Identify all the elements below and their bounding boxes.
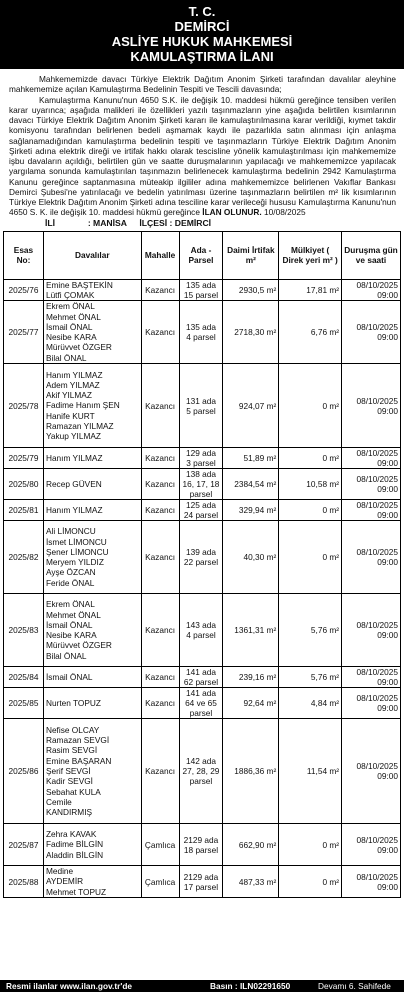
cell-durusma-line: 08/10/2025 bbox=[356, 279, 398, 290]
expropriation-table bbox=[3, 231, 401, 898]
cell-mulkiyet: 6,76 m² bbox=[279, 301, 342, 364]
cell-durusma bbox=[342, 448, 401, 469]
cell-mulkiyet: 0 m² bbox=[279, 866, 342, 898]
cell-mahalle: Kazancı bbox=[141, 469, 179, 500]
cell-davalilar-line: Akif YILMAZ bbox=[45, 390, 92, 401]
cell-esas: 2025/76 bbox=[4, 279, 44, 301]
cell-ada-parsel-line: 138 ada bbox=[185, 469, 216, 480]
cell-ada-parsel bbox=[179, 667, 223, 688]
cell-ada-parsel-line: 18 parsel bbox=[183, 844, 219, 855]
table-row bbox=[4, 667, 401, 688]
cell-ada-parsel bbox=[179, 500, 223, 521]
cell-daimi-irtifak: 239,16 m² bbox=[223, 667, 279, 688]
cell-mulkiyet: 17,81 m² bbox=[279, 279, 342, 301]
table-row bbox=[4, 688, 401, 719]
intro-paragraph: Mahkememizde davacı Türkiye Elektrik Dağıtım Anonim Şirketi tarafından davalılar aleyhine mahkememize açılan Kamulaştırma Bedelinin Tespiti ve Tescili davasında; bbox=[9, 74, 396, 95]
cell-davalilar-line: Ramazan YILMAZ bbox=[45, 421, 114, 432]
cell-esas: 2025/87 bbox=[4, 824, 44, 866]
cell-mulkiyet: 5,76 m² bbox=[279, 667, 342, 688]
cell-davalilar-line: Mehmet ÖNAL bbox=[45, 311, 101, 322]
footer-bar bbox=[0, 980, 404, 992]
notice-text bbox=[0, 69, 404, 218]
header-notice-title: KAMULAŞTIRMA İLANI bbox=[130, 49, 274, 64]
header-mahalle: Mahalle bbox=[141, 231, 179, 279]
cell-davalilar-line: İsmail ÖNAL bbox=[45, 321, 93, 332]
cell-durusma-line: 08/10/2025 bbox=[356, 834, 398, 845]
cell-durusma bbox=[342, 500, 401, 521]
cell-davalilar bbox=[43, 301, 141, 364]
cell-mahalle: Kazancı bbox=[141, 364, 179, 448]
header-esas: Esas No: bbox=[4, 231, 44, 279]
cell-durusma-line: 08/10/2025 bbox=[356, 871, 398, 882]
cell-ada-parsel-line: 129 ada bbox=[185, 448, 216, 459]
cell-ada-parsel-line: parsel bbox=[189, 708, 213, 719]
cell-ada-parsel bbox=[179, 521, 223, 594]
cell-ada-parsel-line: 3 parsel bbox=[186, 458, 216, 469]
cell-davalilar-line: Cemile bbox=[45, 796, 72, 807]
cell-durusma bbox=[342, 301, 401, 364]
cell-mahalle: Kazancı bbox=[141, 719, 179, 824]
cell-mahalle: Kazancı bbox=[141, 521, 179, 594]
notice-date: 10/08/2025 bbox=[264, 207, 306, 218]
cell-mahalle: Kazancı bbox=[141, 279, 179, 301]
cell-durusma bbox=[342, 866, 401, 898]
cell-davalilar-line: Recep GÜVEN bbox=[45, 478, 102, 489]
cell-davalilar bbox=[43, 688, 141, 719]
cell-esas: 2025/82 bbox=[4, 521, 44, 594]
cell-ada-parsel bbox=[179, 448, 223, 469]
cell-esas: 2025/85 bbox=[4, 688, 44, 719]
cell-ada-parsel-line: parsel bbox=[189, 489, 213, 500]
cell-davalilar bbox=[43, 364, 141, 448]
cell-davalilar bbox=[43, 500, 141, 521]
header-tc: T. C. bbox=[188, 4, 216, 19]
cell-ada-parsel bbox=[179, 301, 223, 364]
cell-durusma-line: 09:00 bbox=[377, 484, 398, 495]
table-row bbox=[4, 448, 401, 469]
cell-ada-parsel-line: 24 parsel bbox=[183, 510, 219, 521]
cell-durusma bbox=[342, 667, 401, 688]
cell-durusma-line: 08/10/2025 bbox=[356, 761, 398, 772]
cell-mulkiyet: 0 m² bbox=[279, 521, 342, 594]
il-label: İLİ bbox=[45, 217, 56, 228]
cell-durusma bbox=[342, 719, 401, 824]
cell-esas: 2025/78 bbox=[4, 364, 44, 448]
cell-durusma-line: 09:00 bbox=[377, 703, 398, 714]
cell-davalilar-line: Ayşe ÖZCAN bbox=[45, 567, 96, 578]
cell-durusma-line: 08/10/2025 bbox=[356, 547, 398, 558]
cell-esas: 2025/77 bbox=[4, 301, 44, 364]
cell-davalilar-line: Şener LİMONCU bbox=[45, 546, 109, 557]
cell-mulkiyet: 4,84 m² bbox=[279, 688, 342, 719]
cell-davalilar-line: Feride ÖNAL bbox=[45, 577, 95, 588]
cell-mulkiyet: 0 m² bbox=[279, 824, 342, 866]
cell-davalilar-line: Nesibe KARA bbox=[45, 332, 97, 343]
cell-mahalle: Kazancı bbox=[141, 301, 179, 364]
cell-ada-parsel-line: 143 ada bbox=[185, 620, 216, 631]
cell-durusma-line: 08/10/2025 bbox=[356, 620, 398, 631]
header-city: DEMİRCİ bbox=[174, 19, 230, 34]
header-mulkiyet: Mülkiyet ( Direk yeri m² ) bbox=[279, 231, 342, 279]
cell-davalilar bbox=[43, 521, 141, 594]
cell-durusma-line: 08/10/2025 bbox=[356, 448, 398, 459]
notice-header bbox=[0, 0, 404, 69]
cell-davalilar-line: Nefise OLCAY bbox=[45, 724, 100, 735]
cell-mahalle: Kazancı bbox=[141, 448, 179, 469]
cell-daimi-irtifak: 487,33 m² bbox=[223, 866, 279, 898]
cell-esas: 2025/83 bbox=[4, 594, 44, 667]
cell-davalilar bbox=[43, 719, 141, 824]
cell-mahalle: Çamlıca bbox=[141, 866, 179, 898]
cell-davalilar bbox=[43, 866, 141, 898]
header-davalilar: Davalılar bbox=[43, 231, 141, 279]
cell-durusma-line: 09:00 bbox=[377, 405, 398, 416]
cell-ada-parsel bbox=[179, 279, 223, 301]
cell-esas: 2025/79 bbox=[4, 448, 44, 469]
cell-daimi-irtifak: 40,30 m² bbox=[223, 521, 279, 594]
cell-ada-parsel bbox=[179, 594, 223, 667]
cell-mahalle: Kazancı bbox=[141, 500, 179, 521]
cell-durusma bbox=[342, 469, 401, 500]
cell-durusma-line: 09:00 bbox=[377, 881, 398, 892]
cell-davalilar-line: Bilal ÖNAL bbox=[45, 650, 87, 661]
cell-mahalle: Kazancı bbox=[141, 688, 179, 719]
cell-davalilar-line: Medine bbox=[45, 866, 74, 877]
header-ada-parsel: Ada - Parsel bbox=[179, 231, 223, 279]
cell-ada-parsel bbox=[179, 469, 223, 500]
cell-davalilar-line: Hanım YILMAZ bbox=[45, 504, 103, 515]
cell-daimi-irtifak: 2384,54 m² bbox=[223, 469, 279, 500]
cell-ada-parsel-line: 141 ada bbox=[185, 667, 216, 678]
cell-daimi-irtifak: 1886,36 m² bbox=[223, 719, 279, 824]
footer-press-id: Basın : ILN02291650 bbox=[210, 981, 291, 991]
ilce-value: : DEMİRCİ bbox=[169, 217, 212, 228]
cell-davalilar bbox=[43, 594, 141, 667]
cell-daimi-irtifak: 1361,31 m² bbox=[223, 594, 279, 667]
cell-davalilar-line: Mürüvvet ÖZGER bbox=[45, 342, 112, 353]
location-line bbox=[0, 218, 404, 228]
ilce-label: İLÇESİ bbox=[139, 217, 168, 228]
cell-ada-parsel-line: 64 ve 65 bbox=[185, 698, 217, 709]
cell-durusma-line: 09:00 bbox=[377, 458, 398, 469]
table-body bbox=[4, 279, 401, 897]
cell-davalilar bbox=[43, 279, 141, 301]
cell-durusma-line: 09:00 bbox=[377, 630, 398, 641]
table-row bbox=[4, 824, 401, 866]
cell-mahalle: Kazancı bbox=[141, 594, 179, 667]
cell-esas: 2025/88 bbox=[4, 866, 44, 898]
cell-daimi-irtifak: 662,90 m² bbox=[223, 824, 279, 866]
cell-durusma-line: 09:00 bbox=[377, 510, 398, 521]
table-row bbox=[4, 364, 401, 448]
cell-ada-parsel-line: 27, 28, 29 bbox=[182, 766, 220, 777]
cell-davalilar-line: Lütfi ÇOMAK bbox=[45, 289, 95, 300]
cell-davalilar-line: Emine BAŞARAN bbox=[45, 755, 112, 766]
cell-daimi-irtifak: 924,07 m² bbox=[223, 364, 279, 448]
cell-davalilar-line: İsmet LİMONCU bbox=[45, 536, 107, 547]
cell-mahalle: Çamlıca bbox=[141, 824, 179, 866]
cell-davalilar-line: Emine BAŞTEKİN bbox=[45, 279, 113, 290]
cell-mulkiyet: 11,54 m² bbox=[279, 719, 342, 824]
table-row bbox=[4, 866, 401, 898]
cell-ada-parsel bbox=[179, 688, 223, 719]
cell-davalilar bbox=[43, 824, 141, 866]
cell-davalilar-line: Adem YILMAZ bbox=[45, 379, 100, 390]
cell-davalilar bbox=[43, 667, 141, 688]
cell-ada-parsel bbox=[179, 866, 223, 898]
cell-ada-parsel bbox=[179, 824, 223, 866]
table-row bbox=[4, 500, 401, 521]
cell-durusma-line: 09:00 bbox=[377, 332, 398, 343]
cell-mulkiyet: 0 m² bbox=[279, 364, 342, 448]
cell-davalilar-line: İsmail ÖNAL bbox=[45, 671, 93, 682]
cell-esas: 2025/80 bbox=[4, 469, 44, 500]
cell-durusma bbox=[342, 364, 401, 448]
cell-mulkiyet: 0 m² bbox=[279, 500, 342, 521]
cell-ada-parsel-line: 4 parsel bbox=[186, 630, 216, 641]
table-row bbox=[4, 719, 401, 824]
cell-davalilar-line: Zehra KAVAK bbox=[45, 829, 97, 840]
cell-daimi-irtifak: 51,89 m² bbox=[223, 448, 279, 469]
cell-ada-parsel-line: 141 ada bbox=[185, 688, 216, 699]
table-row bbox=[4, 279, 401, 301]
cell-ada-parsel-line: 22 parsel bbox=[183, 557, 219, 568]
cell-davalilar-line: Mehmet TOPUZ bbox=[45, 886, 107, 897]
cell-mulkiyet: 5,76 m² bbox=[279, 594, 342, 667]
cell-davalilar-line: Mürüvvet ÖZGER bbox=[45, 640, 112, 651]
cell-daimi-irtifak: 2718,30 m² bbox=[223, 301, 279, 364]
table-header-row bbox=[4, 231, 401, 279]
cell-davalilar-line: Ekrem ÖNAL bbox=[45, 599, 95, 610]
cell-davalilar-line: Ramazan SEVGİ bbox=[45, 735, 110, 746]
cell-davalilar-line: Fadime BİLGİN bbox=[45, 839, 104, 850]
cell-davalilar-line: Sebahat KULA bbox=[45, 786, 101, 797]
table-row bbox=[4, 301, 401, 364]
cell-ada-parsel-line: parsel bbox=[189, 776, 213, 787]
header-court: ASLİYE HUKUK MAHKEMESİ bbox=[111, 34, 293, 49]
cell-ada-parsel-line: 5 parsel bbox=[186, 405, 216, 416]
cell-ada-parsel-line: 135 ada bbox=[185, 322, 216, 333]
cell-durusma-line: 08/10/2025 bbox=[356, 693, 398, 704]
cell-davalilar bbox=[43, 469, 141, 500]
cell-esas: 2025/84 bbox=[4, 667, 44, 688]
cell-esas: 2025/81 bbox=[4, 500, 44, 521]
cell-mulkiyet: 10,58 m² bbox=[279, 469, 342, 500]
cell-durusma-line: 09:00 bbox=[377, 557, 398, 568]
cell-davalilar-line: Meryem YILDIZ bbox=[45, 557, 104, 568]
cell-durusma-line: 09:00 bbox=[377, 289, 398, 300]
cell-daimi-irtifak: 92,64 m² bbox=[223, 688, 279, 719]
cell-durusma-line: 09:00 bbox=[377, 771, 398, 782]
il-value: : MANİSA bbox=[87, 217, 127, 228]
cell-davalilar-line: Şerif SEVGİ bbox=[45, 765, 91, 776]
table-row bbox=[4, 469, 401, 500]
cell-davalilar-line: KANDIRMIŞ bbox=[45, 807, 93, 818]
cell-davalilar-line: İsmail ÖNAL bbox=[45, 619, 93, 630]
table-row bbox=[4, 594, 401, 667]
cell-davalilar-line: Hanım YILMAZ bbox=[45, 369, 103, 380]
cell-davalilar-line: Rasim SEVGİ bbox=[45, 745, 98, 756]
header-daimi-irtifak: Daimi İrtifak m² bbox=[223, 231, 279, 279]
cell-durusma-line: 09:00 bbox=[377, 844, 398, 855]
cell-ada-parsel-line: 15 parsel bbox=[183, 289, 219, 300]
cell-ada-parsel-line: 139 ada bbox=[185, 547, 216, 558]
cell-davalilar-line: Nurten TOPUZ bbox=[45, 697, 101, 708]
cell-durusma-line: 08/10/2025 bbox=[356, 395, 398, 406]
cell-davalilar-line: Fadime Hanım ŞEN bbox=[45, 400, 120, 411]
cell-durusma bbox=[342, 594, 401, 667]
cell-ada-parsel-line: 4 parsel bbox=[186, 332, 216, 343]
cell-ada-parsel-line: 16, 17, 18 bbox=[182, 479, 220, 490]
body-text: Kamulaştırma Kanunu'nun 4650 S.K. ile değişik 10. maddesi hükmü gereğince tensiben verilen karar uyarınca; aşağıda malikleri ile özellikleri yazılı taşınmazların yine aşağıda belirtilen kısımlarının davacı Türkiye Elektrik Dağıtım Anonim Şirketi kararı ile kamulaştırılmasına karar verildiği, kıymet takdir komisyonu tarafından belirlenen bedeli aşmamak kaydı ile pazarlıkla satın alınması için anlaşma sağlanamadığından kamulaştırma bedelinin tespiti ve taşınmazların Türkiye Elektrik Dağıtım Anonim Şirketi adına elektrik direği ve irtifak hakkı olarak tescisline yönelik kamulaştırılması için mahkememize işbu davaların açıldığı, belirtilen gün ve saatte duruşmalarının yapılacağı ve mahkememizce yapılacak yargılama sonunda kamulaştırılan taşınmazın belirlenecek kamulaştırma bedelinin 2942 Kamulaştırma Kanunu gereğince saptanmasına müteakip ilgililer adına mahkememizce belirlenen Vakıflar Bankası Demirci Şubesi'ne yatırılacağı ve bedelin yatırılması üzerine taşınmazların belirtilen m² lik kısımlarının Türkiye Elektrik Dağıtım Anonim Şirketi adına tesciline karar verileceği hususu Kamulaştırma Kanunu'nun 4650 S. K. ile değişik 10. maddesi hükmü gereğince bbox=[9, 94, 396, 218]
ilan-olunur: İLAN OLUNUR. bbox=[202, 207, 262, 218]
cell-ada-parsel bbox=[179, 719, 223, 824]
cell-mahalle: Kazancı bbox=[141, 667, 179, 688]
cell-davalilar-line: Ali LİMONCU bbox=[45, 526, 96, 537]
cell-davalilar-line: Ekrem ÖNAL bbox=[45, 301, 95, 312]
cell-daimi-irtifak: 329,94 m² bbox=[223, 500, 279, 521]
cell-durusma-line: 09:00 bbox=[377, 677, 398, 688]
cell-davalilar-line: Nesibe KARA bbox=[45, 630, 97, 641]
cell-ada-parsel-line: 2129 ada bbox=[183, 834, 219, 845]
footer-website: Resmi ilanlar www.ilan.gov.tr'de bbox=[6, 981, 132, 991]
cell-durusma-line: 08/10/2025 bbox=[356, 500, 398, 511]
cell-ada-parsel-line: 131 ada bbox=[185, 395, 216, 406]
cell-durusma-line: 08/10/2025 bbox=[356, 322, 398, 333]
cell-durusma-line: 08/10/2025 bbox=[356, 474, 398, 485]
cell-ada-parsel-line: 17 parsel bbox=[183, 881, 219, 892]
cell-davalilar-line: Hanife KURT bbox=[45, 410, 95, 421]
cell-davalilar-line: Hanım YILMAZ bbox=[45, 452, 103, 463]
cell-ada-parsel-line: 2129 ada bbox=[183, 871, 219, 882]
cell-ada-parsel-line: 125 ada bbox=[185, 500, 216, 511]
cell-esas: 2025/86 bbox=[4, 719, 44, 824]
cell-davalilar bbox=[43, 448, 141, 469]
table-row bbox=[4, 521, 401, 594]
cell-davalilar-line: Bilal ÖNAL bbox=[45, 352, 87, 363]
cell-davalilar-line: Mehmet ÖNAL bbox=[45, 609, 101, 620]
cell-mulkiyet: 0 m² bbox=[279, 448, 342, 469]
cell-durusma bbox=[342, 279, 401, 301]
cell-ada-parsel-line: 62 parsel bbox=[183, 677, 219, 688]
cell-davalilar-line: AYDEMİR bbox=[45, 876, 84, 887]
footer-continued: Devamı 6. Sahifede bbox=[318, 981, 391, 991]
cell-ada-parsel-line: 142 ada bbox=[185, 756, 216, 767]
cell-ada-parsel bbox=[179, 364, 223, 448]
cell-ada-parsel-line: 135 ada bbox=[185, 279, 216, 290]
cell-durusma bbox=[342, 824, 401, 866]
header-durusma: Duruşma gün ve saati bbox=[342, 231, 401, 279]
cell-durusma-line: 08/10/2025 bbox=[356, 667, 398, 678]
cell-durusma bbox=[342, 688, 401, 719]
cell-davalilar-line: Yakup YILMAZ bbox=[45, 431, 101, 442]
cell-davalilar-line: Aladdin BİLGİN bbox=[45, 849, 104, 860]
cell-davalilar-line: Kadir SEVGİ bbox=[45, 776, 93, 787]
cell-durusma bbox=[342, 521, 401, 594]
cell-daimi-irtifak: 2930,5 m² bbox=[223, 279, 279, 301]
body-paragraph bbox=[9, 95, 396, 218]
